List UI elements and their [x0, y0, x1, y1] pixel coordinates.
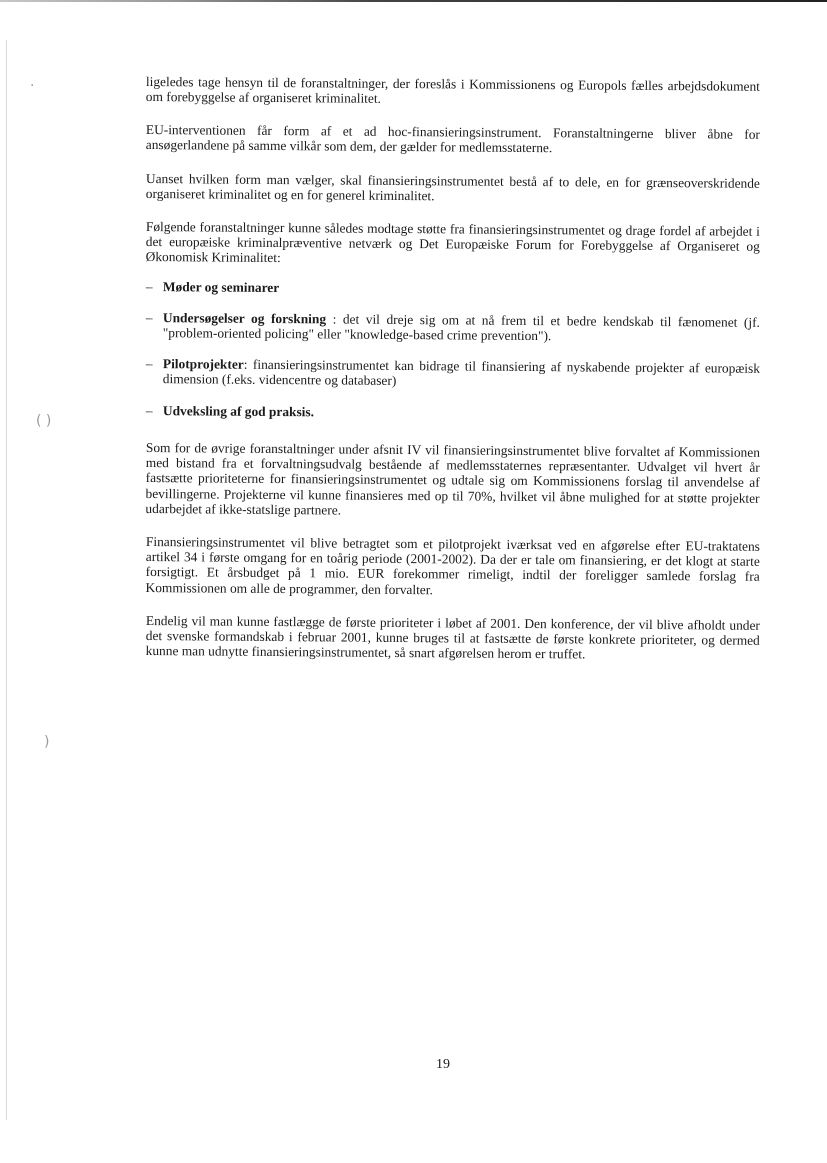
bullet-heading: Udveksling af god praksis.	[162, 402, 315, 420]
bullet-heading: Undersøgelser og forskning	[162, 310, 327, 327]
bullet-item	[146, 279, 760, 299]
binder-hole-mark: )	[44, 734, 50, 750]
page-number: 19	[436, 1057, 450, 1072]
scan-left-edge	[6, 40, 7, 1120]
scan-top-edge	[0, 0, 827, 2]
paragraph: Følgende foranstaltninger kunne således modtage støtte fra finansieringsinstrumentet og drage fordel af arbejdet i det europæiske kriminalpræventive netværk og Det Europæiske Forum for Forebyggelse af Organiseret og Økonomisk Kriminalitet:	[145, 219, 760, 266]
bullet-item	[146, 356, 760, 391]
document-body	[146, 74, 760, 676]
bullet-item	[146, 403, 760, 423]
scan-dot-mark: ·	[30, 78, 35, 94]
bullet-heading: Møder og seminarer	[162, 278, 280, 295]
paragraph: EU-interventionen får form af et ad hoc-finansieringsinstrument. Foranstaltningerne bliver åbne for ansøgerlandene på samme vilkår som dem, der gælder for medlemsstaterne.	[145, 122, 760, 156]
binder-hole-mark: ( )	[36, 413, 52, 429]
paragraph: Finansieringsinstrumentet vil blive betragtet som et pilotprojekt iværksat ved en afgørelse efter EU-traktatens artikel 34 i første omgang for en toårig periode (2001-2002). Da der er tale om finansiering, er det klogt at starte forsigtigt. Et årsbudget på 1 mio. EUR forekommer rimeligt, indtil der foreligger samlede forslag fra Kommissionen om alle de programmer, den forvalter.	[145, 534, 760, 597]
bullet-dash: –	[145, 278, 153, 294]
paragraph: Som for de øvrige foranstaltninger under afsnit IV vil finansieringsinstrumentet blive forvaltet af Kommissionen med bistand fra et forvaltningsudvalg bestående af medlemsstaternes repræsentanter. Udvalget vil hvert år fastsætte prioriteterne for finansieringsinstrumentet og udtale sig om Kommissionens forslag til anvendelse af bevillingerne. Projekterne vil kunne finansieres med op til 70%, hvilket vil åbne mulighed for at støtte projekter udarbejdet af ikke-statslige partnere.	[145, 440, 760, 518]
bullet-item	[146, 310, 760, 345]
bullet-dash: –	[145, 310, 153, 326]
paragraph: ligeledes tage hensyn til de foranstaltninger, der foreslås i Kommissionens og Europols fælles arbejdsdokument om forebyggelse af organiseret kriminalitet.	[145, 74, 760, 107]
paragraph: Endelig vil man kunne fastlægge de første prioriteter i løbet af 2001. Den konference, der vil blive afholdt under det svenske formandskab i februar 2001, kunne bruges til at fastsætte de første konkrete prioriteter, og dermed kunne man udnytte finansieringsinstrumentet, så snart afgørelsen herom er truffet.	[145, 612, 760, 662]
bullet-heading: Pilotprojekter	[162, 356, 244, 373]
paragraph: Uanset hvilken form man vælger, skal finansieringsinstrumentet bestå af to dele, en for grænseoverskridende organiseret kriminalitet og en for generel kriminalitet.	[145, 170, 760, 204]
bullet-dash: –	[145, 356, 153, 372]
bullet-text: : finansieringsinstrumentet kan bidrage til finansiering af nyskabende projekter af europæisk dimension (f.eks. videncentre og databaser)	[162, 357, 760, 389]
bullet-dash: –	[145, 402, 153, 418]
bullet-text: : det vil dreje sig om at nå frem til et bedre kendskab til fænomenet (jf. "problem-oriented policing" eller "knowledge-based crime prevention").	[162, 311, 760, 344]
